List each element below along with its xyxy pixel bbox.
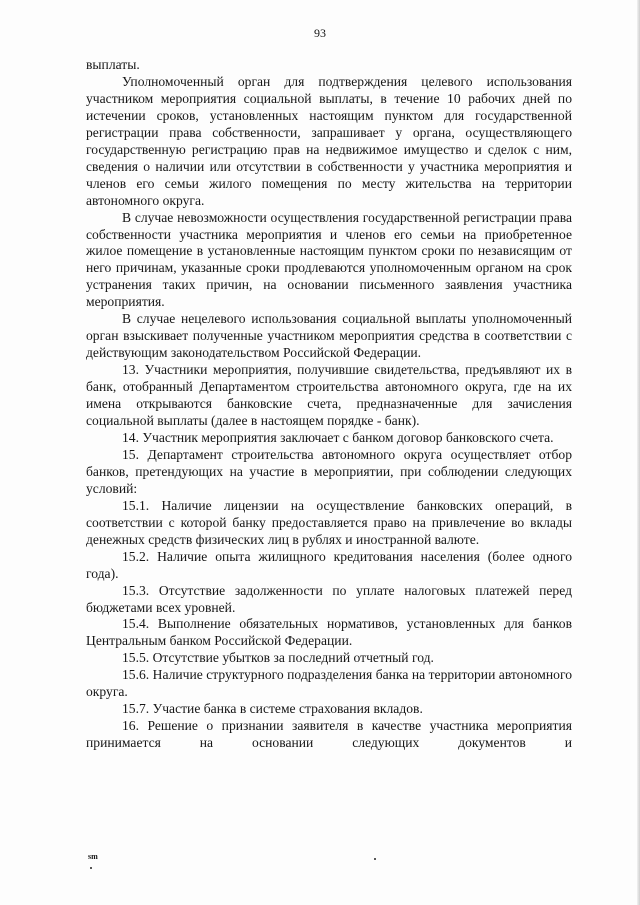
- paragraph: 15. Департамент строительства автономного округа осуществляет отбор банков, претендующих на участие в мероприятии, при соблюдении следующих условий:: [86, 446, 572, 496]
- paragraph: В случае нецелевого использования социальной выплаты уполномоченный орган взыскивает полученные участником мероприятия средства в соответствии с действующим законодательством Российской Федерации.: [86, 311, 572, 361]
- paragraph: 15.5. Отсутствие убытков за последний отчетный год.: [122, 650, 434, 666]
- paragraph: 15.2. Наличие опыта жилищного кредитования населения (более одного года).: [86, 548, 572, 581]
- paragraph: 16. Решение о признании заявителя в качестве участника мероприятия принимается на основании следующих документов и: [86, 718, 572, 751]
- paragraph: 15.4. Выполнение обязательных нормативов, установленных для банков Центральным банком Российской Федерации.: [86, 616, 572, 649]
- paragraph: 13. Участники мероприятия, получившие свидетельства, предъявляют их в банк, отобранный Департаментом строительства автономного округа, где на их имена открываются банковские счета, предназначенные для зачисления социальной выплаты (далее в настоящем порядке - банк).: [86, 362, 572, 429]
- paragraph: Уполномоченный орган для подтверждения целевого использования участником мероприятия социальной выплаты, в течение 10 рабочих дней по истечении сроков, установленных настоящим пунктом для государственной регистрации права собственности, запрашивает у органа, осуществляющего государственную регистрацию прав на недвижимое имущество и сделок с ним, сведения о наличии или отсутствии в собственности у участника мероприятия и членов его семьи жилого помещения по месту жительства на территории автономного округа.: [86, 73, 572, 208]
- paragraph: 15.6. Наличие структурного подразделения банка на территории автономного округа.: [86, 667, 572, 700]
- paragraph: 15.1. Наличие лицензии на осуществление банковских операций, в соответствии с которой банку предоставляется право на привлечение во вклады денежных средств физических лиц в рублях и иностранной валюте.: [86, 497, 572, 547]
- paragraph: выплаты.: [86, 57, 140, 72]
- scan-dot: [374, 858, 376, 860]
- paragraph: 15.3. Отсутствие задолженности по уплате налоговых платежей перед бюджетами всех уровней.: [86, 582, 572, 615]
- page-number: 93: [314, 26, 326, 40]
- document-body: [86, 57, 572, 752]
- paragraph: 15.7. Участие банка в системе страхования вкладов.: [122, 701, 423, 717]
- scan-dot: [90, 867, 92, 869]
- paragraph: 14. Участник мероприятия заключает с банком договор банковского счета.: [122, 429, 554, 445]
- paragraph: В случае невозможности осуществления государственной регистрации права собственности участника мероприятия и членов его семьи на приобретенное жилое помещение в установленные настоящим пунктом сроки по независящим от него причинам, указанные сроки продлеваются уполномоченным органом на срок устранения таких причин, на основании письменного заявления участника мероприятия.: [86, 209, 572, 310]
- footer-mark: sm: [88, 852, 98, 861]
